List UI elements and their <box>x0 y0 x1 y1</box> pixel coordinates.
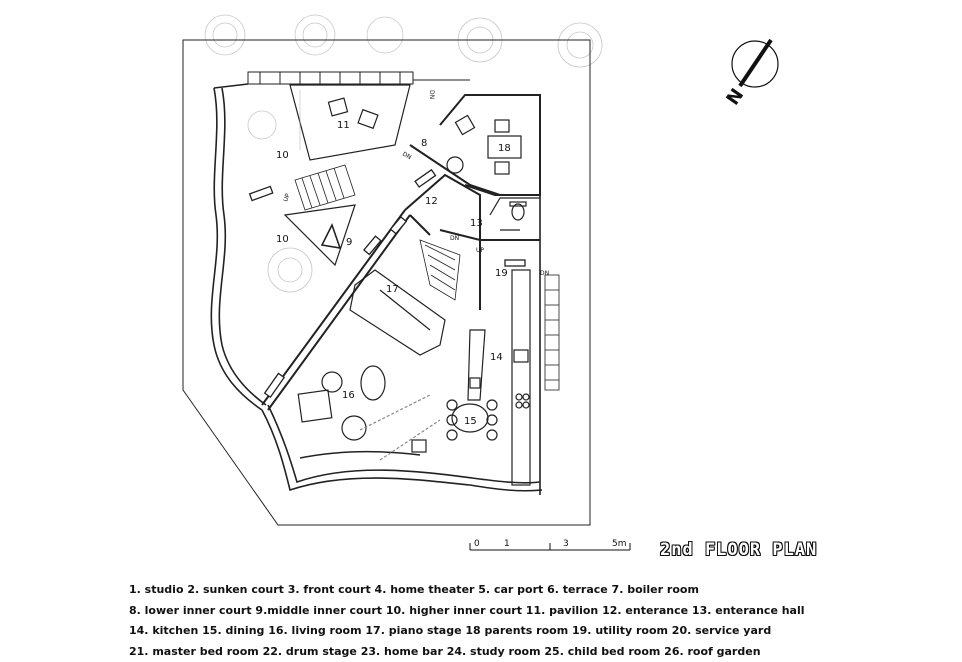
stair-up-label: UP <box>282 192 291 202</box>
pavilion-11 <box>290 85 410 160</box>
toilet-fixtures <box>500 202 526 230</box>
north-label: N <box>722 85 748 109</box>
legend-row: 8. lower inner court 9.middle inner court 10. higher inner court 11. pavilion 12. enterance 13. enterance hall <box>129 601 929 622</box>
stair-dn-label: DN <box>450 235 459 242</box>
legend-row: 21. master bed room 22. drum stage 23. home bar 24. study room 25. child bed room 26. roof garden <box>129 642 929 662</box>
scale-tick-1: 1 <box>504 539 510 549</box>
north-arrow-icon <box>722 40 778 109</box>
stair-up-label: UP <box>476 247 484 254</box>
scale-tick-0: 0 <box>474 539 480 549</box>
court-triangles <box>285 205 355 265</box>
room-number-19: 19 <box>495 268 508 279</box>
room-numbers <box>276 120 511 427</box>
room-legend <box>129 580 929 662</box>
room-number-16: 16 <box>342 390 355 401</box>
room-number-17: 17 <box>386 284 399 295</box>
piano-stage-17 <box>350 270 445 355</box>
room-number-8: 8 <box>421 138 427 149</box>
stair-dn-label: DN <box>401 151 412 162</box>
room-number-11: 11 <box>337 120 350 131</box>
scale-bar <box>470 543 630 550</box>
room-number-10-lower: 10 <box>276 234 289 245</box>
room-number-12: 12 <box>425 196 438 207</box>
room-number-9: 9 <box>346 237 352 248</box>
living-room-16 <box>298 366 440 460</box>
room-number-18: 18 <box>498 143 511 154</box>
scale-tick-3: 3 <box>563 539 569 549</box>
perimeter-walls <box>211 88 542 495</box>
legend-row: 14. kitchen 15. dining 16. living room 17. piano stage 18 parents room 19. utility room 20. service yard <box>129 621 929 642</box>
stair-dn-label: DN <box>540 270 549 277</box>
room-number-14: 14 <box>490 352 503 363</box>
room-number-15: 15 <box>464 416 477 427</box>
scale-tick-5m: 5m <box>612 539 627 549</box>
plan-title: 2nd FLOOR PLAN <box>660 540 817 560</box>
room-number-13: 13 <box>470 218 483 229</box>
room-number-10-upper: 10 <box>276 150 289 161</box>
kitchen-counters <box>447 270 530 485</box>
stair-labels <box>282 90 549 277</box>
stair-dn-label: DN <box>428 90 435 99</box>
legend-row: 1. studio 2. sunken court 3. front court 4. home theater 5. car port 6. terrace 7. boiler room <box>129 580 929 601</box>
